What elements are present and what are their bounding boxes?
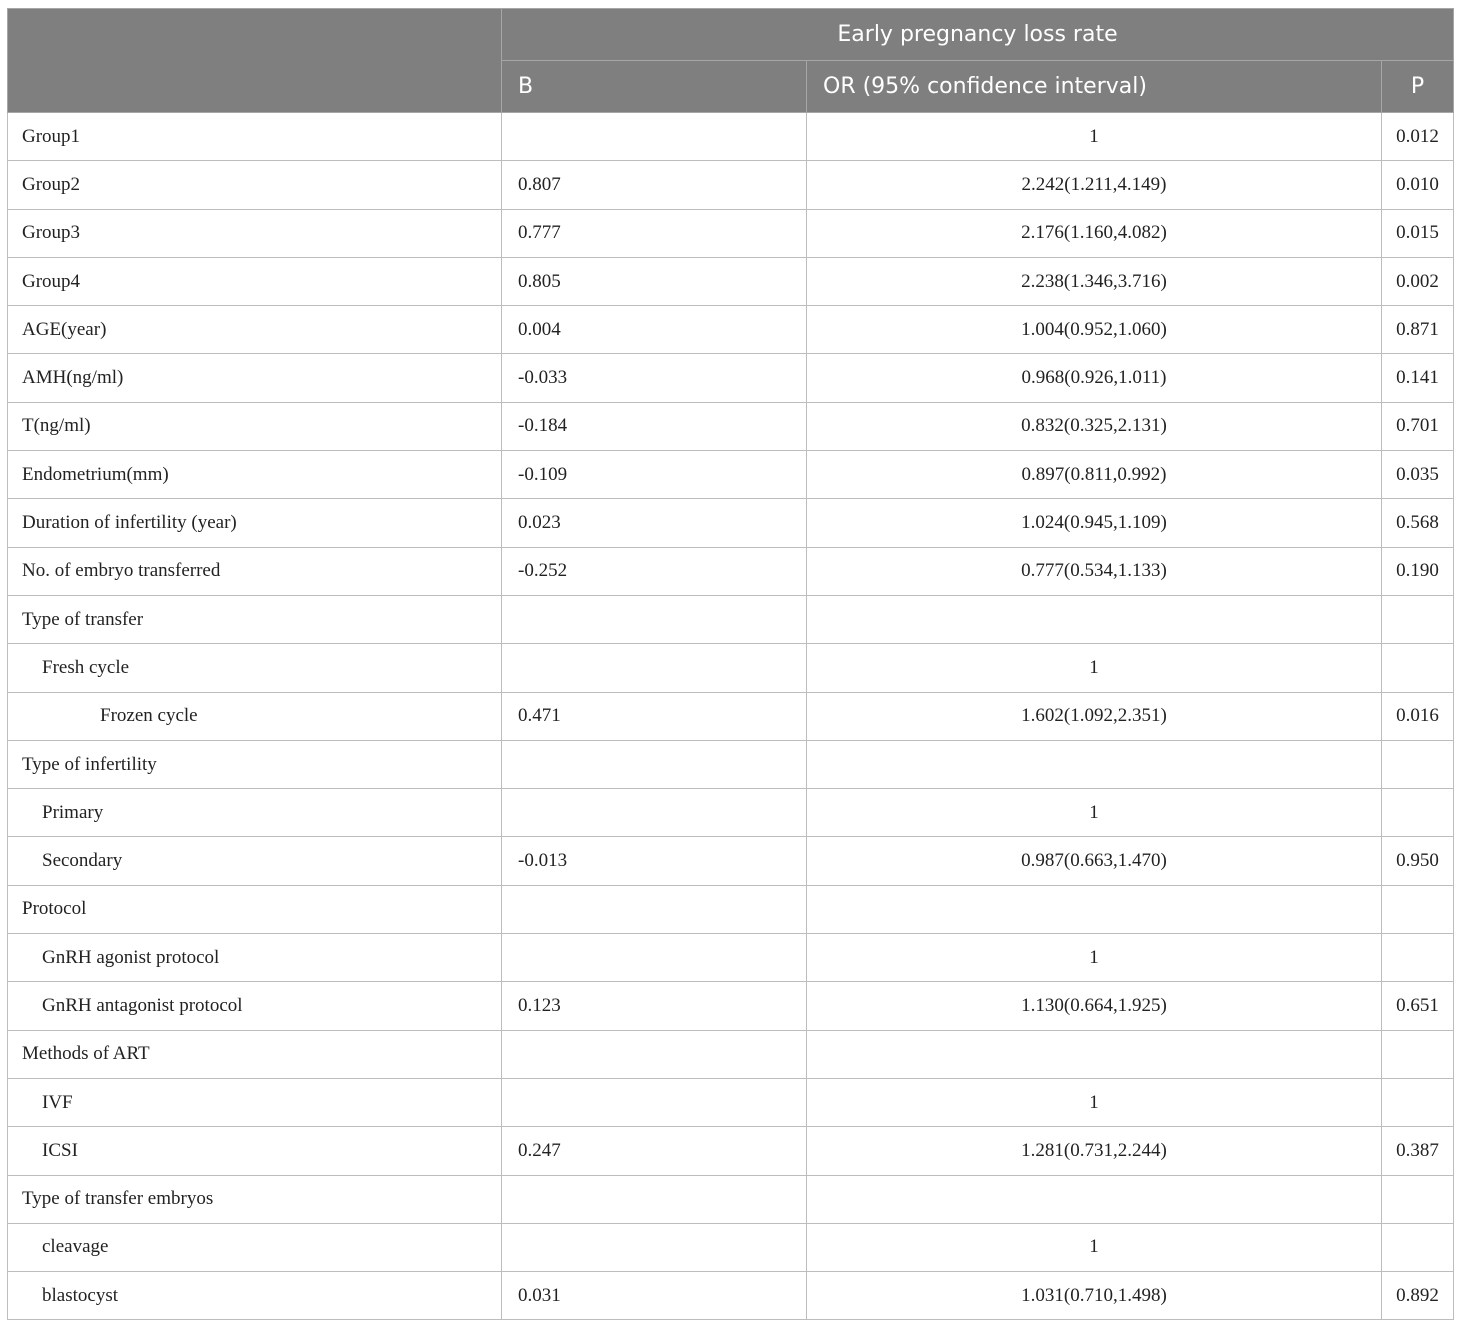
cell-b bbox=[502, 644, 807, 692]
cell-b: 0.023 bbox=[502, 499, 807, 547]
table-row bbox=[8, 306, 1454, 354]
row-label: Secondary bbox=[8, 837, 502, 885]
cell-p bbox=[1382, 644, 1454, 692]
cell-b bbox=[502, 934, 807, 982]
table-row bbox=[8, 547, 1454, 595]
cell-or: 2.176(1.160,4.082) bbox=[807, 209, 1382, 257]
cell-b bbox=[502, 789, 807, 837]
table-body bbox=[8, 113, 1454, 1320]
row-label: Primary bbox=[8, 789, 502, 837]
cell-b bbox=[502, 740, 807, 788]
cell-p bbox=[1382, 1030, 1454, 1078]
cell-b: -0.252 bbox=[502, 547, 807, 595]
cell-p: 0.015 bbox=[1382, 209, 1454, 257]
cell-or: 1 bbox=[807, 1223, 1382, 1271]
cell-p: 0.002 bbox=[1382, 257, 1454, 305]
cell-b: -0.184 bbox=[502, 402, 807, 450]
cell-or bbox=[807, 1030, 1382, 1078]
cell-p bbox=[1382, 1175, 1454, 1223]
cell-or: 1.130(0.664,1.925) bbox=[807, 982, 1382, 1030]
cell-b bbox=[502, 113, 807, 161]
table-row bbox=[8, 161, 1454, 209]
row-label: Frozen cycle bbox=[8, 692, 502, 740]
table-row bbox=[8, 499, 1454, 547]
cell-or: 0.897(0.811,0.992) bbox=[807, 451, 1382, 499]
row-label: Methods of ART bbox=[8, 1030, 502, 1078]
cell-p bbox=[1382, 934, 1454, 982]
table-row bbox=[8, 740, 1454, 788]
row-label: Group1 bbox=[8, 113, 502, 161]
row-label: Type of transfer embryos bbox=[8, 1175, 502, 1223]
row-label: Fresh cycle bbox=[8, 644, 502, 692]
cell-p bbox=[1382, 1223, 1454, 1271]
cell-or bbox=[807, 740, 1382, 788]
table-row bbox=[8, 451, 1454, 499]
header-span-title: Early pregnancy loss rate bbox=[502, 9, 1454, 61]
cell-or bbox=[807, 595, 1382, 643]
cell-p: 0.141 bbox=[1382, 354, 1454, 402]
table-row bbox=[8, 934, 1454, 982]
row-label: IVF bbox=[8, 1078, 502, 1126]
table-row bbox=[8, 402, 1454, 450]
cell-or: 1 bbox=[807, 789, 1382, 837]
cell-b bbox=[502, 1030, 807, 1078]
cell-p: 0.568 bbox=[1382, 499, 1454, 547]
cell-p: 0.892 bbox=[1382, 1272, 1454, 1320]
table-row bbox=[8, 644, 1454, 692]
cell-or: 2.242(1.211,4.149) bbox=[807, 161, 1382, 209]
cell-p bbox=[1382, 1078, 1454, 1126]
cell-or: 1 bbox=[807, 934, 1382, 982]
table-row bbox=[8, 1223, 1454, 1271]
cell-b: 0.807 bbox=[502, 161, 807, 209]
cell-p: 0.016 bbox=[1382, 692, 1454, 740]
table-row bbox=[8, 1127, 1454, 1175]
cell-p bbox=[1382, 885, 1454, 933]
cell-b: -0.033 bbox=[502, 354, 807, 402]
cell-p: 0.950 bbox=[1382, 837, 1454, 885]
cell-p: 0.701 bbox=[1382, 402, 1454, 450]
table-row bbox=[8, 595, 1454, 643]
row-label: blastocyst bbox=[8, 1272, 502, 1320]
cell-b bbox=[502, 1223, 807, 1271]
cell-or: 0.777(0.534,1.133) bbox=[807, 547, 1382, 595]
cell-or: 1.031(0.710,1.498) bbox=[807, 1272, 1382, 1320]
table-row bbox=[8, 1078, 1454, 1126]
cell-or: 1 bbox=[807, 113, 1382, 161]
cell-b: -0.013 bbox=[502, 837, 807, 885]
cell-p: 0.190 bbox=[1382, 547, 1454, 595]
cell-or: 0.832(0.325,2.131) bbox=[807, 402, 1382, 450]
row-label: cleavage bbox=[8, 1223, 502, 1271]
table-row bbox=[8, 209, 1454, 257]
table-header bbox=[8, 9, 1454, 113]
table-row bbox=[8, 982, 1454, 1030]
row-label: Group2 bbox=[8, 161, 502, 209]
table-row bbox=[8, 885, 1454, 933]
cell-or: 2.238(1.346,3.716) bbox=[807, 257, 1382, 305]
row-label: Endometrium(mm) bbox=[8, 451, 502, 499]
table-row bbox=[8, 1030, 1454, 1078]
cell-b: 0.471 bbox=[502, 692, 807, 740]
table-row bbox=[8, 692, 1454, 740]
cell-or: 1.004(0.952,1.060) bbox=[807, 306, 1382, 354]
row-label: No. of embryo transferred bbox=[8, 547, 502, 595]
row-label: Duration of infertility (year) bbox=[8, 499, 502, 547]
cell-b: 0.123 bbox=[502, 982, 807, 1030]
table-row bbox=[8, 354, 1454, 402]
cell-p: 0.387 bbox=[1382, 1127, 1454, 1175]
cell-or: 1.024(0.945,1.109) bbox=[807, 499, 1382, 547]
cell-b bbox=[502, 885, 807, 933]
header-col-p: P bbox=[1382, 61, 1454, 113]
cell-or: 1 bbox=[807, 1078, 1382, 1126]
row-label: ICSI bbox=[8, 1127, 502, 1175]
cell-b: -0.109 bbox=[502, 451, 807, 499]
cell-b: 0.777 bbox=[502, 209, 807, 257]
header-col-or: OR (95% confidence interval) bbox=[807, 61, 1382, 113]
cell-or: 0.968(0.926,1.011) bbox=[807, 354, 1382, 402]
cell-or: 1 bbox=[807, 644, 1382, 692]
cell-p bbox=[1382, 740, 1454, 788]
cell-p: 0.871 bbox=[1382, 306, 1454, 354]
cell-p bbox=[1382, 789, 1454, 837]
cell-b: 0.805 bbox=[502, 257, 807, 305]
table-row bbox=[8, 1175, 1454, 1223]
row-label: Type of infertility bbox=[8, 740, 502, 788]
cell-b: 0.031 bbox=[502, 1272, 807, 1320]
row-label: Protocol bbox=[8, 885, 502, 933]
table-row bbox=[8, 113, 1454, 161]
cell-or bbox=[807, 1175, 1382, 1223]
cell-or: 1.281(0.731,2.244) bbox=[807, 1127, 1382, 1175]
table-row bbox=[8, 837, 1454, 885]
table-row bbox=[8, 1272, 1454, 1320]
cell-p bbox=[1382, 595, 1454, 643]
cell-p: 0.035 bbox=[1382, 451, 1454, 499]
cell-p: 0.651 bbox=[1382, 982, 1454, 1030]
cell-b: 0.247 bbox=[502, 1127, 807, 1175]
row-label: Group4 bbox=[8, 257, 502, 305]
cell-b bbox=[502, 1078, 807, 1126]
table-row bbox=[8, 257, 1454, 305]
cell-p: 0.010 bbox=[1382, 161, 1454, 209]
row-label: AGE(year) bbox=[8, 306, 502, 354]
header-col-b: B bbox=[502, 61, 807, 113]
cell-p: 0.012 bbox=[1382, 113, 1454, 161]
regression-table bbox=[7, 8, 1454, 1320]
row-label: Group3 bbox=[8, 209, 502, 257]
cell-b bbox=[502, 1175, 807, 1223]
table-row bbox=[8, 789, 1454, 837]
row-label: Type of transfer bbox=[8, 595, 502, 643]
row-label: T(ng/ml) bbox=[8, 402, 502, 450]
cell-or: 0.987(0.663,1.470) bbox=[807, 837, 1382, 885]
header-row-top bbox=[8, 9, 1454, 61]
row-label: AMH(ng/ml) bbox=[8, 354, 502, 402]
header-variable-cell bbox=[8, 9, 502, 113]
row-label: GnRH antagonist protocol bbox=[8, 982, 502, 1030]
cell-b: 0.004 bbox=[502, 306, 807, 354]
cell-or: 1.602(1.092,2.351) bbox=[807, 692, 1382, 740]
cell-or bbox=[807, 885, 1382, 933]
cell-b bbox=[502, 595, 807, 643]
row-label: GnRH agonist protocol bbox=[8, 934, 502, 982]
